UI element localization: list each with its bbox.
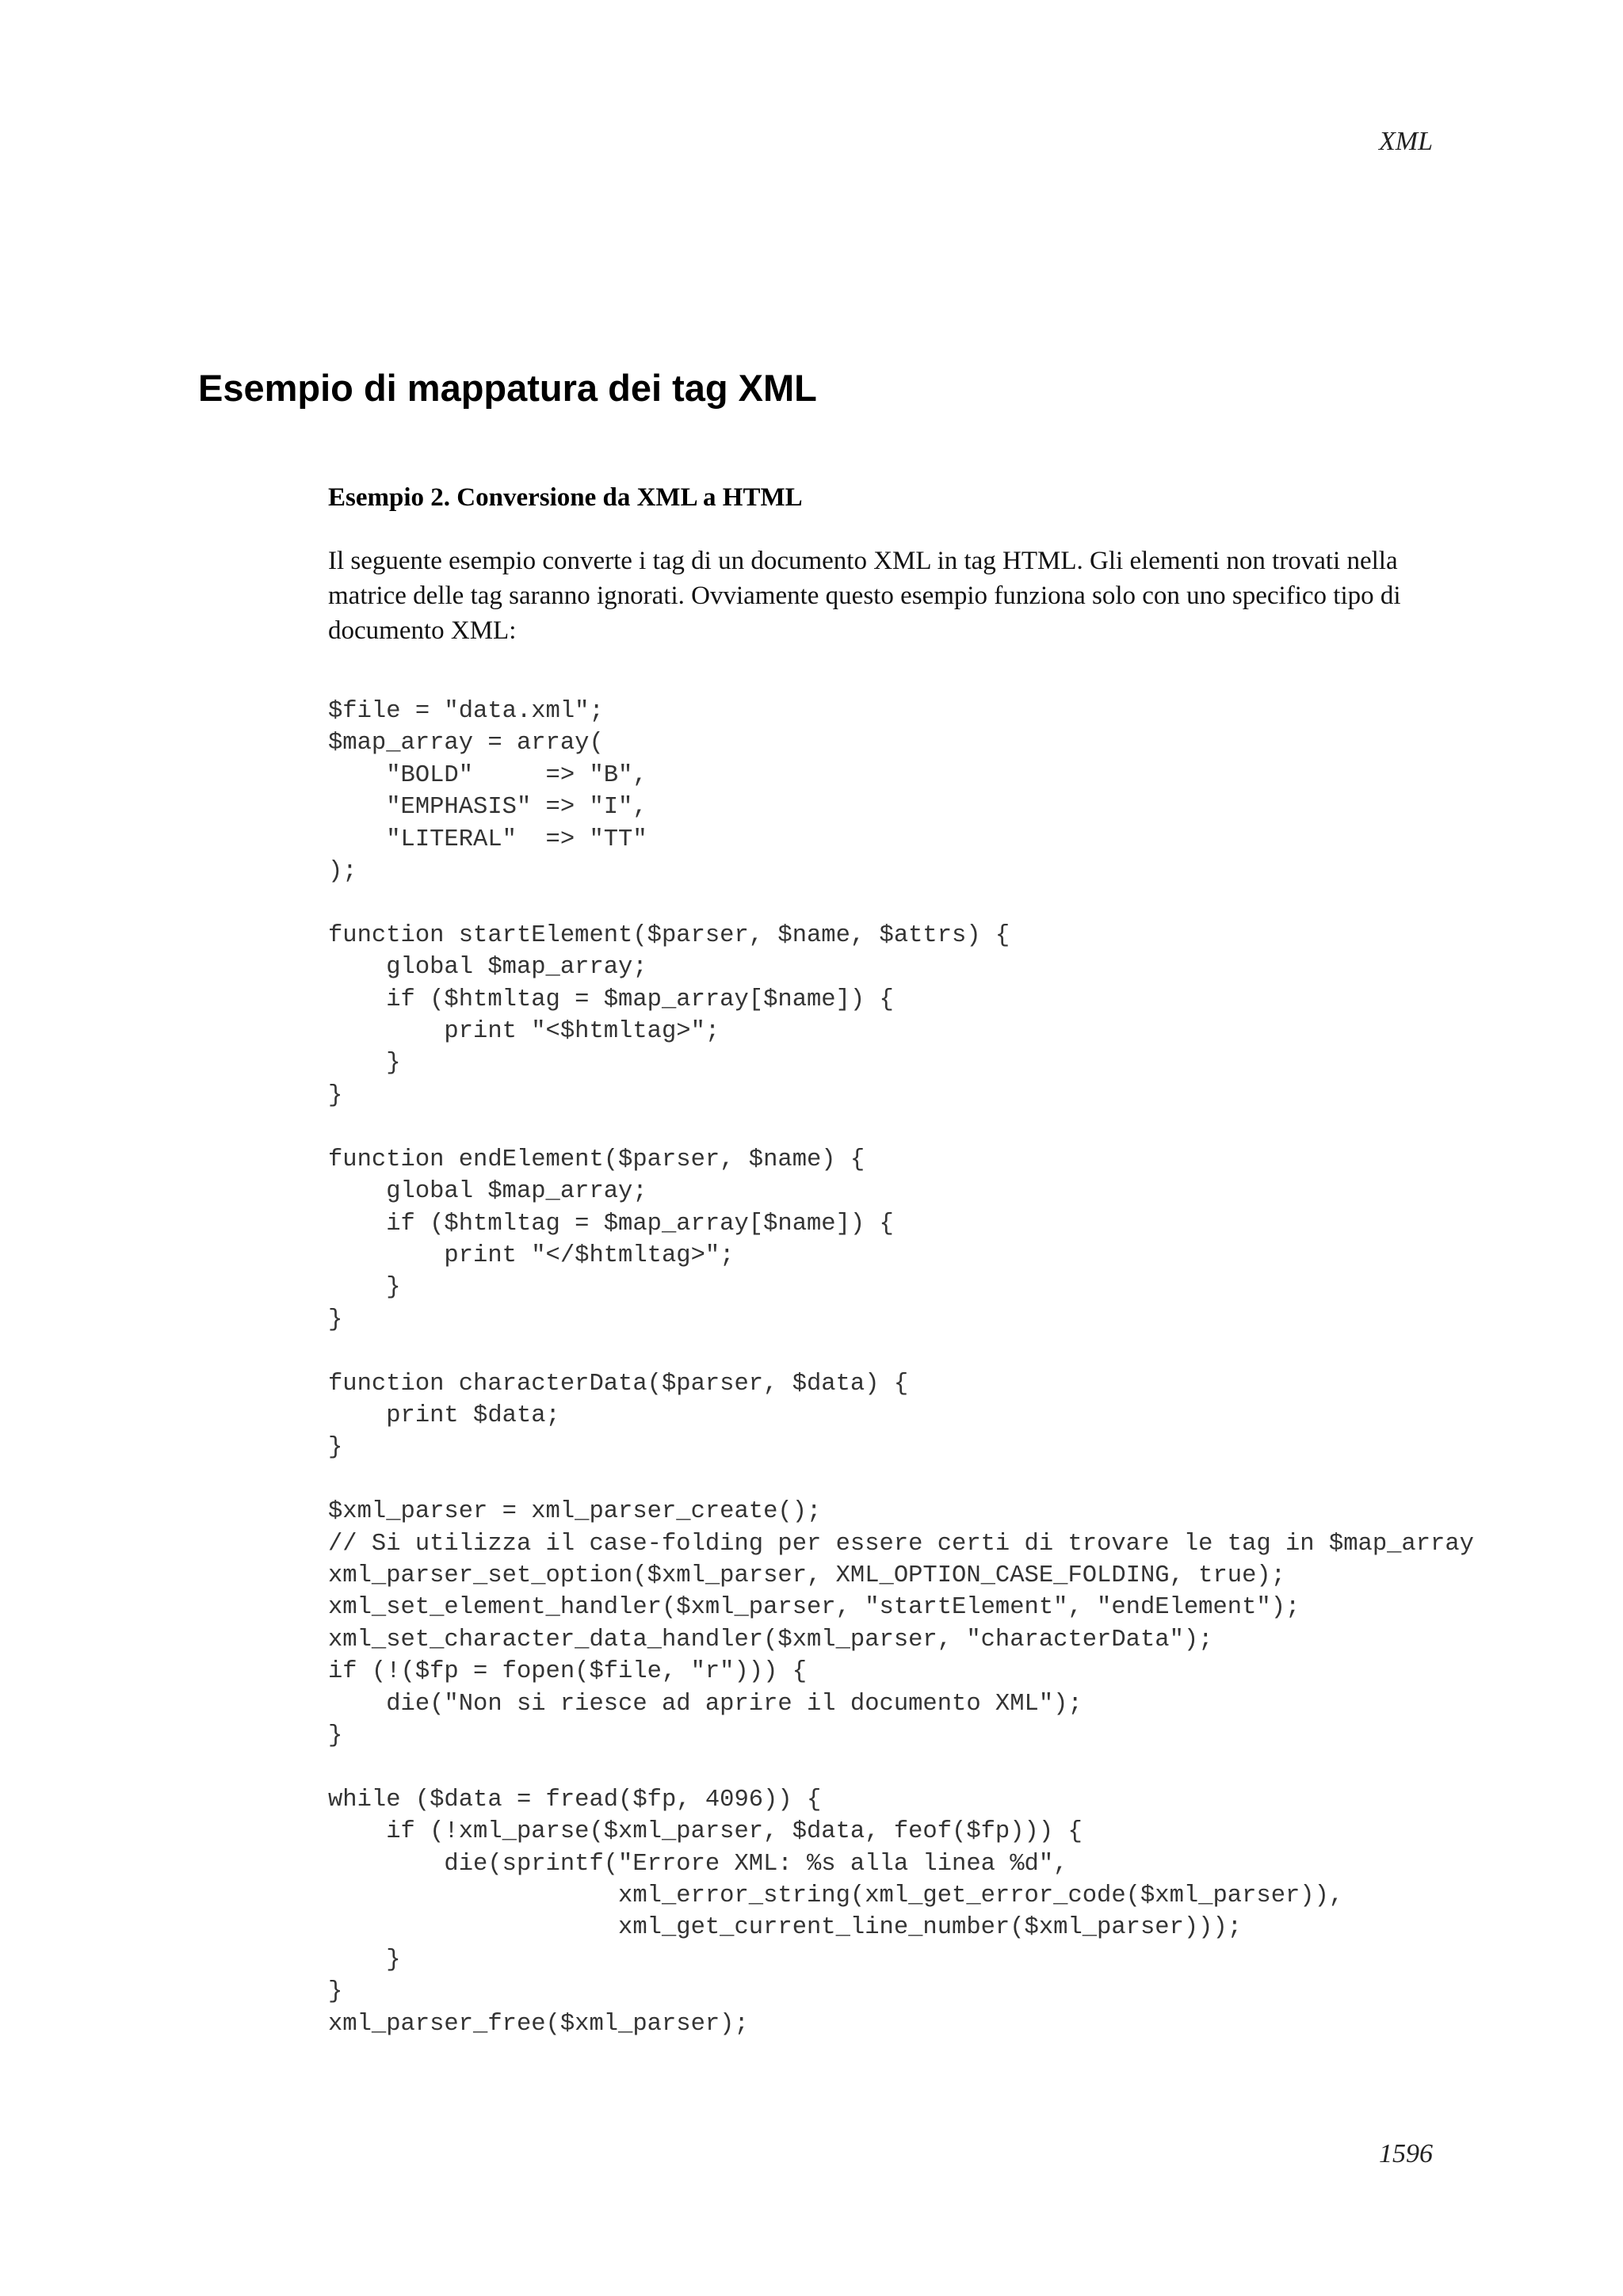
intro-paragraph: Il seguente esempio converte i tag di un documento XML in tag HTML. Gli elementi non trovati nella matrice delle tag saranno ignorati. Ovviamente questo esempio funziona solo con uno specifico tipo di documento XML: xyxy=(328,547,1401,645)
page-number: 1596 xyxy=(1379,2139,1433,2168)
section-title: Esempio di mappatura dei tag XML xyxy=(198,367,817,409)
code-listing: $file = "data.xml"; $map_array = array( "BOLD" => "B", "EMPHASIS" => "I", "LITERAL" => "TT" ); function startElement($parser, $name, $attrs) { global $map_array; if ($htmltag = $map_array[$name]) { print "<$htmltag>"; } } function endElement($parser, $name) { global $map_array; if ($htmltag = $map_array[$name]) { print "</$htmltag>"; } } function characterData($parser, $data) { print $data; } $xml_parser = xml_parser_create(); // Si utilizza il case-folding per essere certi di trovare le tag in $map_array xml_parser_set_option($xml_parser, XML_OPTION_CASE_FOLDING, true); xml_set_element_handler($xml_parser, "startElement", "endElement"); xml_set_character_data_handler($xml_parser, "characterData"); if (!($fp = fopen($file, "r"))) { die("Non si riesce ad aprire il documento XML"); } while ($data = fread($fp, 4096)) { if (!xml_parse($xml_parser, $data, feof($fp))) { die(sprintf("Errore XML: %s alla linea %d", xml_error_string(xml_get_error_code($xml_parser)), xml_get_current_line_number($xml_parser))); } } xml_parser_free($xml_parser); xyxy=(328,698,1474,2038)
running-header: XML xyxy=(1379,127,1433,156)
example-caption: Esempio 2. Conversione da XML a HTML xyxy=(328,483,803,512)
